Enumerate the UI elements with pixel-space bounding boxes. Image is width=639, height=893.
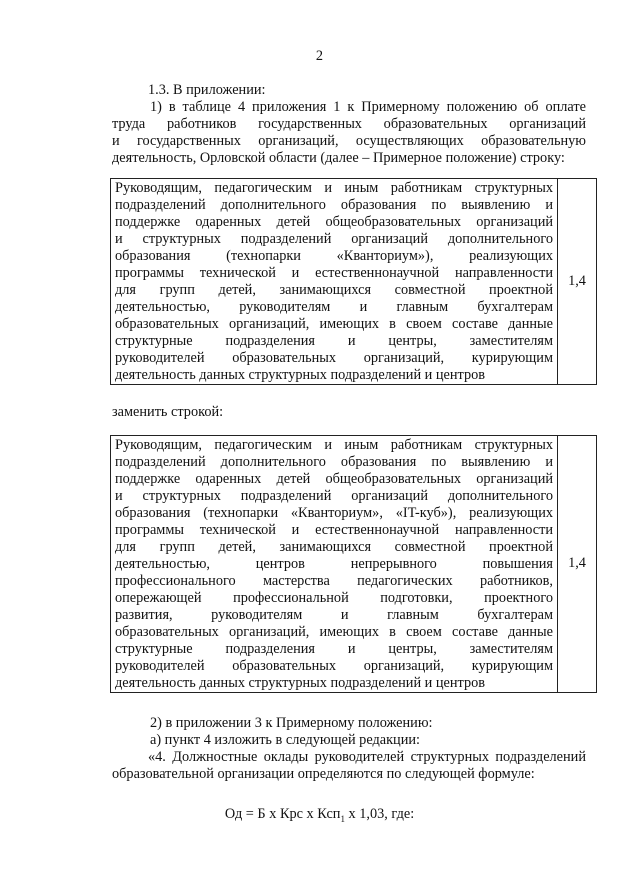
old-row-line: руководителей образовательных организаций, курирующим [115,350,553,366]
old-row-line: образовательных организаций, имеющих в своем составе данные [115,316,553,332]
item-2a: а) пункт 4 изложить в следующей редакции: [150,732,420,748]
new-row-description [111,436,558,693]
new-row-line: профессионального мастерства педагогических работников, [115,573,553,589]
salary-formula [0,806,639,823]
quote-line-2: образовательной организации определяются по следующей формуле: [112,766,535,782]
new-row-line: деятельностью, центров непрерывного повышения [115,556,553,572]
table-row [111,179,597,385]
new-row-line: структурные подразделения и центры, заместителям [115,641,553,657]
new-row-line: поддержке одаренных детей общеобразовательных организаций [115,471,553,487]
item-2: 2) в приложении 3 к Примерному положению: [150,715,433,731]
new-row-line: для групп детей, занимающихся совместной проектной [115,539,553,555]
old-row-line: Руководящим, педагогическим и иным работникам структурных [115,180,553,196]
intro-line-1: 1) в таблице 4 приложения 1 к Примерному положению об оплате [150,99,586,115]
old-row-line: и структурных подразделений организаций дополнительного [115,231,553,247]
formula-subscript: 1 [340,813,345,824]
old-row-line: структурные подразделения и центры, заместителям [115,333,553,349]
old-row-line: деятельность данных структурных подразделений и центров [115,367,486,383]
formula-main: Од = Б х Крс х Ксп [224,806,341,822]
old-row-line: программы технической и естественнонаучной направленности [115,265,553,281]
new-row-line: Руководящим, педагогическим и иным работникам структурных [115,437,553,453]
new-row-line: руководителей образовательных организаций, курирующим [115,658,553,674]
page-number: 2 [315,48,324,64]
old-row-line: деятельностью, руководителям и главным бухгалтерам [115,299,553,315]
quote-line-1: «4. Должностные оклады руководителей структурных подразделений [148,749,586,765]
old-row-line: образования (технопарки «Кванториум»), реализующих [115,248,553,264]
old-row-line: подразделений дополнительного образования по выявлению и [115,197,553,213]
new-row-line: развития, руководителям и главным бухгалтерам [115,607,553,623]
section-title: 1.3. В приложении: [148,82,266,98]
new-row-line: деятельность данных структурных подразделений и центров [115,675,486,691]
intro-line-4: деятельность, Орловской области (далее – Примерное положение) строку: [112,150,565,166]
old-row-value: 1,4 [558,179,597,385]
table-old-row [110,178,597,385]
old-row-line: для групп детей, занимающихся совместной проектной [115,282,553,298]
intro-line-3: и государственных организаций, осуществляющих образовательную [112,133,586,149]
new-row-line: и структурных подразделений организаций дополнительного [115,488,553,504]
new-row-line: опережающей профессиональной подготовки, проектного [115,590,553,606]
new-row-line: образования (технопарки «Кванториум», «IT-куб»), реализующих [115,505,553,521]
old-row-description [111,179,558,385]
replace-label: заменить строкой: [112,404,224,420]
new-row-line: подразделений дополнительного образования по выявлению и [115,454,553,470]
table-row [111,436,597,693]
new-row-value: 1,4 [558,436,597,693]
old-row-line: поддержке одаренных детей общеобразовательных организаций [115,214,553,230]
new-row-line: программы технической и естественнонаучной направленности [115,522,553,538]
table-new-row [110,435,597,693]
new-row-line: образовательных организаций, имеющих в своем составе данные [115,624,553,640]
formula-tail: х 1,03, где: [344,806,415,822]
intro-line-2: труда работников государственных образовательных организаций [112,116,586,132]
